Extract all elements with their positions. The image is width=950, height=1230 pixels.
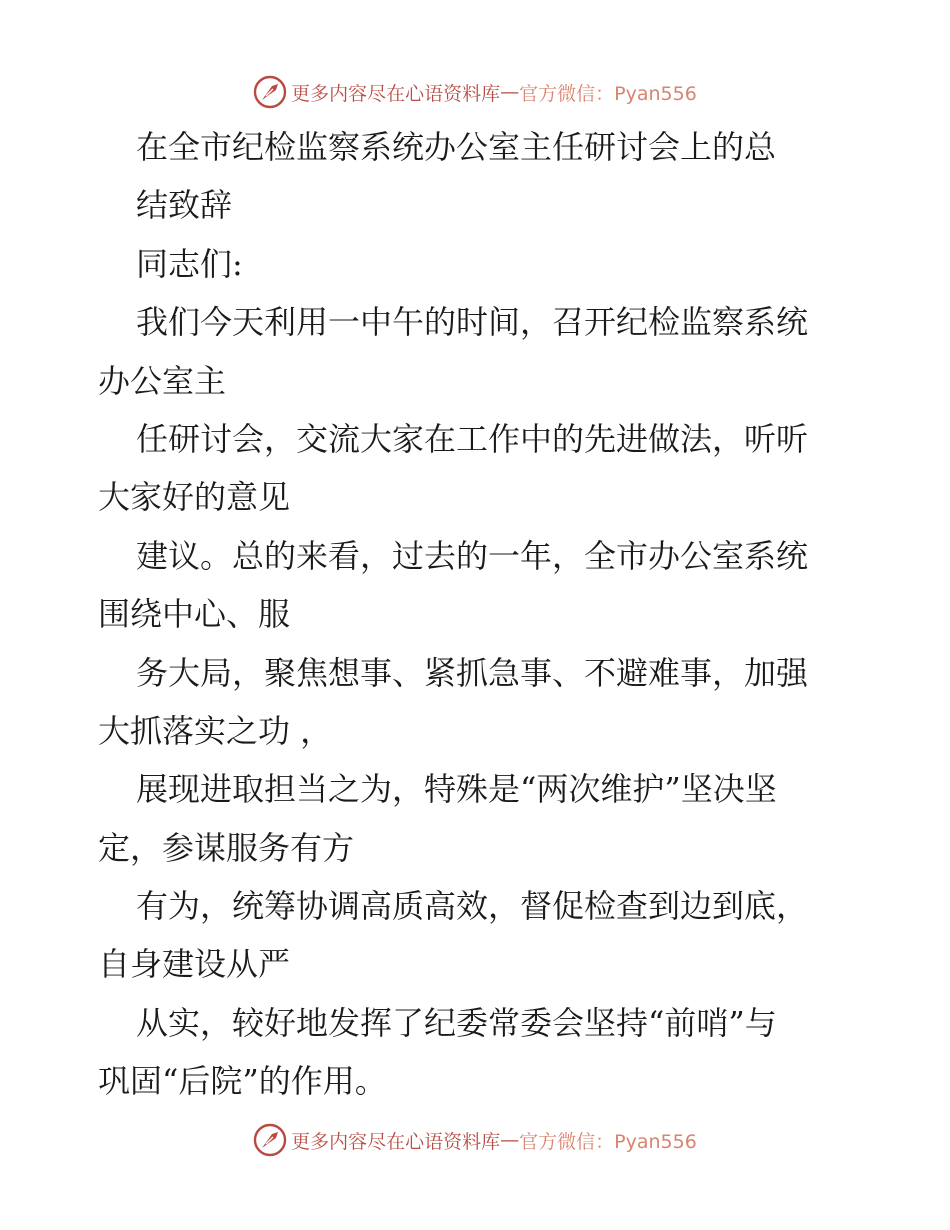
text-line: 办公室主: [98, 361, 227, 400]
pen-nib-logo-icon: [253, 1123, 287, 1157]
document-body: [98, 118, 850, 1111]
banner-separator: —: [500, 1129, 520, 1151]
banner-main-text: 更多内容尽在心语资料库: [291, 1130, 501, 1153]
text-line: 我们今天利用一中午的时间，召开纪检监察系统: [136, 303, 809, 342]
text-line: 建议。总的来看，过去的一年，全市办公室系统: [136, 536, 809, 575]
text-line: 展现进取担当之为，特殊是“两次维护”坚决坚: [136, 770, 777, 809]
header-banner: [0, 72, 950, 112]
text-line: 围绕中心、服: [98, 595, 291, 634]
text-line: 任研讨会，交流大家在工作中的先进做法，听听: [136, 419, 809, 458]
banner-main-text: 更多内容尽在心语资料库: [291, 82, 501, 105]
text-line: 同志们:: [136, 244, 243, 283]
text-line: 在全市纪检监察系统办公室主任研讨会上的总: [136, 128, 777, 166]
pen-nib-logo-icon: [253, 75, 287, 109]
text-line: 定，参谋服务有方: [98, 828, 355, 867]
banner-wechat-text: 官方微信：Pyan556: [519, 1130, 697, 1153]
text-line: 巩固“后院”的作用。: [98, 1062, 387, 1101]
text-line: 务大局，聚焦想事、紧抓急事、不避难事，加强: [136, 653, 809, 692]
text-line: 从实，较好地发挥了纪委常委会坚持“前哨”与: [136, 1003, 777, 1042]
banner-separator: —: [500, 81, 520, 103]
text-line: 大家好的意见: [98, 478, 291, 517]
text-line: 大抓落实之功 ，: [98, 711, 333, 750]
text-line: 有为，统筹协调高质高效，督促检查到边到底，: [136, 887, 809, 926]
banner-wechat-text: 官方微信：Pyan556: [519, 82, 697, 105]
text-line: 结致辞: [136, 186, 233, 225]
footer-banner: [0, 1120, 950, 1160]
text-line: 自身建设从严: [98, 945, 291, 984]
